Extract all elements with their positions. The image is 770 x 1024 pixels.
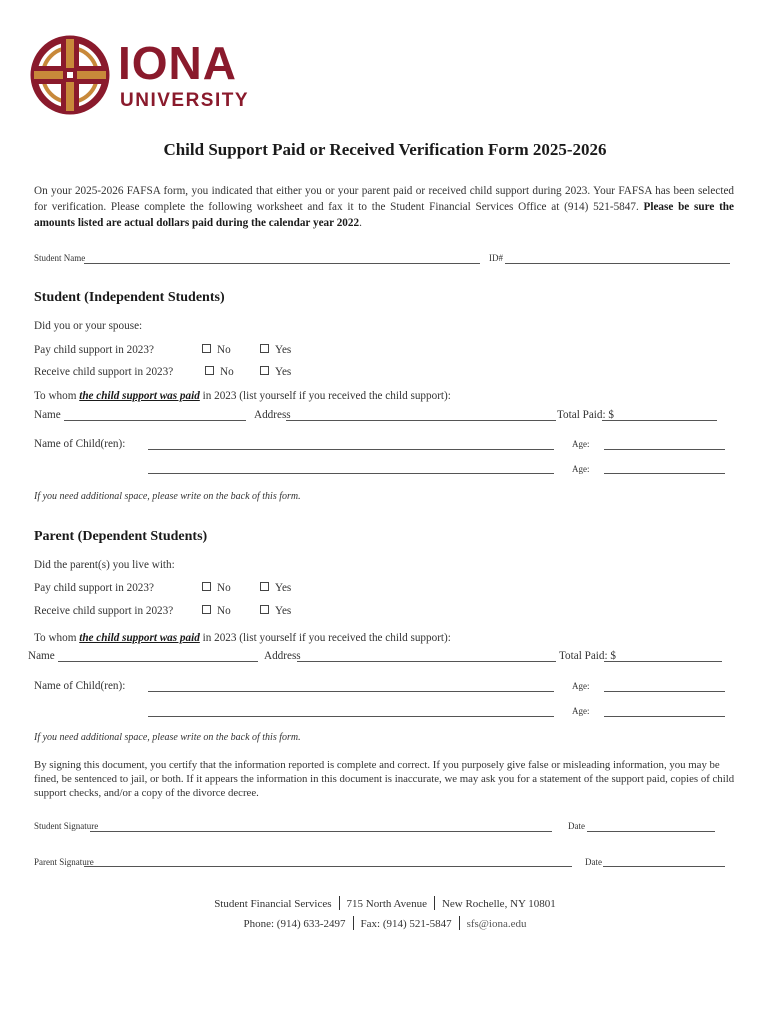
intro-text: On your 2025-2026 FAFSA form, you indicated that either you or your parent paid or received child support during 2023. Your FAFSA has been selected for verification. Please complete the following worksheet and fax it to the Student Financial Services Office at (914) 521-5847. (34, 185, 734, 213)
to-whom-emphasis: the child support was paid (79, 632, 200, 644)
student-child-name-field-2[interactable] (148, 473, 554, 474)
parent-space-note: If you need additional space, please write on the back of this form. (34, 732, 301, 743)
footer-email-link[interactable]: sfs@iona.edu (466, 918, 527, 930)
parent-children-label: Name of Child(ren): (34, 680, 126, 692)
student-date-field[interactable] (587, 831, 715, 832)
parent-pay-label: Pay child support in 2023? (34, 582, 154, 594)
checkbox-icon[interactable] (202, 582, 211, 591)
student-name-row-label: Name (34, 409, 61, 421)
parent-total-field[interactable] (604, 661, 722, 662)
option-label: Yes (275, 582, 292, 594)
parent-pay-no-option[interactable] (202, 582, 231, 594)
option-label: Yes (275, 366, 292, 378)
intro-end: . (359, 217, 362, 229)
student-name-label: Student Name (34, 253, 86, 263)
student-address-label: Address (254, 409, 291, 421)
student-child-name-field-1[interactable] (148, 449, 554, 450)
student-children-label: Name of Child(ren): (34, 438, 126, 450)
student-age-field-2[interactable] (604, 473, 725, 474)
checkbox-icon[interactable] (260, 366, 269, 375)
iona-logo-icon (30, 35, 110, 115)
parent-pay-yes-option[interactable] (260, 582, 291, 594)
student-section-heading: Student (Independent Students) (34, 290, 225, 305)
student-age-label-2: Age: (572, 464, 590, 474)
logo-wordmark: IONA (118, 37, 237, 89)
parent-signature-field[interactable] (84, 866, 572, 867)
footer-fax: Fax: (914) 521-5847 (360, 918, 452, 930)
student-age-label-1: Age: (572, 439, 590, 449)
student-pay-label: Pay child support in 2023? (34, 344, 154, 356)
intro-bold: Please be sure the amounts listed are actual dollars paid during the calendar year 2022 (34, 201, 734, 229)
parent-to-whom (34, 632, 451, 644)
id-label: ID# (489, 253, 503, 263)
footer-street: 715 North Avenue (346, 898, 427, 910)
to-whom-emphasis: the child support was paid (79, 390, 200, 402)
student-date-label: Date (568, 821, 585, 831)
parent-date-label: Date (585, 857, 602, 867)
student-payee-name-field[interactable] (64, 420, 246, 421)
checkbox-icon[interactable] (202, 344, 211, 353)
parent-age-field-2[interactable] (604, 716, 725, 717)
option-label: No (220, 366, 234, 378)
parent-address-field[interactable] (297, 661, 556, 662)
parent-age-field-1[interactable] (604, 691, 725, 692)
checkbox-icon[interactable] (202, 605, 211, 614)
student-receive-no-option[interactable] (205, 366, 234, 378)
student-total-label: Total Paid: $ (557, 409, 615, 421)
student-pay-yes-option[interactable] (260, 344, 291, 356)
parent-section-heading: Parent (Dependent Students) (34, 529, 208, 544)
parent-receive-label: Receive child support in 2023? (34, 605, 174, 617)
to-whom-suffix: in 2023 (list yourself if you received the child support): (199, 632, 451, 644)
option-label: No (217, 605, 231, 617)
separator (434, 896, 435, 910)
option-label: Yes (275, 605, 292, 617)
parent-total-label: Total Paid: $ (559, 650, 617, 662)
footer-city: New Rochelle, NY 10801 (441, 898, 556, 910)
intro-paragraph (34, 183, 734, 231)
parent-question: Did the parent(s) you live with: (34, 559, 175, 571)
footer-contact (0, 916, 770, 930)
student-age-field-1[interactable] (604, 449, 725, 450)
student-question: Did you or your spouse: (34, 320, 143, 332)
logo-subtitle: UNIVERSITY (120, 90, 250, 111)
parent-receive-no-option[interactable] (202, 605, 231, 617)
parent-payee-name-field[interactable] (58, 661, 258, 662)
footer-address (0, 896, 770, 910)
checkbox-icon[interactable] (260, 582, 269, 591)
footer-office: Student Financial Services (214, 898, 332, 910)
student-address-field[interactable] (286, 420, 556, 421)
parent-name-row-label: Name (28, 650, 55, 662)
parent-child-name-field-1[interactable] (148, 691, 554, 692)
parent-child-name-field-2[interactable] (148, 716, 554, 717)
student-receive-label: Receive child support in 2023? (34, 366, 174, 378)
student-signature-field[interactable] (90, 831, 552, 832)
student-to-whom (34, 390, 451, 402)
parent-receive-yes-option[interactable] (260, 605, 291, 617)
certification-text: By signing this document, you certify that the information reported is complete and correct. If you purposely give false or misleading information, you may be fined, be sentenced to jail, or both. If it appears the information in this document is inaccurate, we may ask you for a statement of the support paid, copies of child support checks, and/or a copy of the divorce decree. (34, 759, 735, 799)
student-signature-label: Student Signature (34, 821, 99, 831)
parent-signature-label: Parent Signature (34, 857, 94, 867)
checkbox-icon[interactable] (260, 605, 269, 614)
option-label: No (217, 582, 231, 594)
to-whom-suffix: in 2023 (list yourself if you received the child support): (199, 390, 451, 402)
separator (353, 916, 354, 930)
checkbox-icon[interactable] (260, 344, 269, 353)
student-space-note: If you need additional space, please write on the back of this form. (34, 491, 301, 502)
to-whom-prefix: To whom (34, 390, 80, 402)
parent-address-label: Address (264, 650, 301, 662)
separator (339, 896, 340, 910)
separator (459, 916, 460, 930)
parent-date-field[interactable] (603, 866, 725, 867)
form-title: Child Support Paid or Received Verification Form 2025-2026 (163, 140, 607, 159)
option-label: No (217, 344, 231, 356)
student-pay-no-option[interactable] (202, 344, 231, 356)
student-receive-yes-option[interactable] (260, 366, 291, 378)
to-whom-prefix: To whom (34, 632, 80, 644)
id-field[interactable] (505, 263, 730, 264)
parent-age-label-1: Age: (572, 681, 590, 691)
student-name-field[interactable] (84, 263, 480, 264)
student-total-field[interactable] (602, 420, 717, 421)
checkbox-icon[interactable] (205, 366, 214, 375)
option-label: Yes (275, 344, 292, 356)
footer-phone: Phone: (914) 633-2497 (243, 918, 346, 930)
parent-age-label-2: Age: (572, 706, 590, 716)
